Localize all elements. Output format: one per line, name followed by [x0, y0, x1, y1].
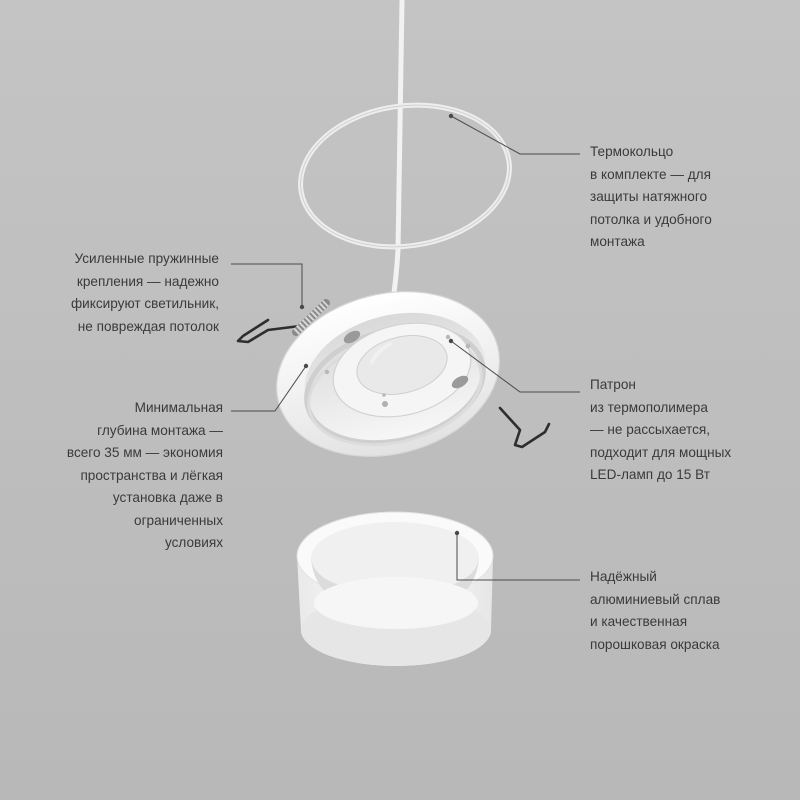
- callout-springs: [71, 248, 219, 338]
- callout-line: Усиленные пружинные: [74, 251, 219, 266]
- callout-line: ограниченных: [134, 512, 223, 528]
- callout-line: не повреждая потолок: [77, 318, 219, 334]
- callout-line: алюминиевый сплав: [590, 591, 721, 607]
- callout-line: LED-ламп до 15 Вт: [590, 467, 710, 482]
- callout-line: установка даже в: [112, 490, 223, 505]
- callout-line: и качественная: [590, 614, 688, 629]
- callout-line: защиты натяжного: [590, 189, 708, 204]
- callout-socket: [590, 374, 731, 487]
- callout-line: в комплекте — для: [590, 166, 711, 182]
- callout-line: подходит для мощных: [590, 444, 732, 460]
- callout-line: условиях: [164, 535, 223, 550]
- callout-line: пространства и лёгкая: [80, 467, 223, 483]
- callout-line: Минимальная: [134, 400, 223, 415]
- callout-line: порошковая окраска: [590, 636, 720, 652]
- callout-line: — не рассыхается,: [590, 422, 711, 437]
- callout-line: всего 35 мм — экономия: [66, 445, 223, 460]
- callout-mount-depth: [67, 397, 223, 555]
- callout-line: глубина монтажа —: [97, 422, 223, 438]
- callout-thermo-ring: [590, 141, 712, 254]
- callout-line: Термокольцо: [590, 144, 674, 159]
- callout-line: Патрон: [590, 377, 636, 392]
- aluminium-ring: [297, 512, 493, 666]
- callout-line: из термополимера: [590, 399, 708, 415]
- callout-line: фиксируют светильник,: [70, 296, 219, 311]
- callout-line: крепления — надежно: [76, 273, 219, 289]
- callout-alloy: [590, 566, 720, 656]
- callout-line: монтажа: [590, 234, 645, 249]
- callout-line: потолка и удобного: [590, 211, 712, 227]
- callout-line: Надёжный: [590, 569, 657, 584]
